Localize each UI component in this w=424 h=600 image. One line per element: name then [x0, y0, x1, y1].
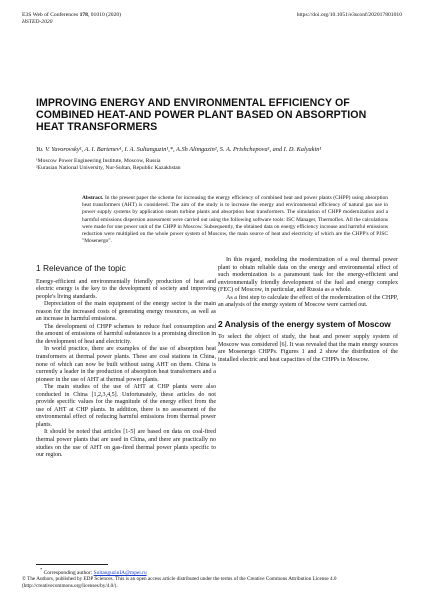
footnote-label: Corresponding author: — [43, 569, 94, 576]
abstract-text: In the present paper the scheme for increasing the energy efficiency of combined heat and power plants (CHPP) using absorption heat transformers (AHT) is considered. The aim of the study is to increase the energy and environmental efficiency of natural gas use in power supply systems by application steam turbine plants and absorption heat transformers. The simulation of CHPP modernization and a harmful emissions dispersion assessment were carried out using the following software tools: ISC Manager, Thermoflex. All the calculations were made for one power unit of the CHPP in Moscow. Subsequently, the obtained data on energy efficiency increase and harmful emissions reduction were multiplied on the whole power system of Moscow, the main source of heat and electricity of which are the CHPP's of PJSC "Mosenergo". — [82, 195, 388, 245]
affiliation-1: ¹Moscow Power Engineering Institute, Moscow, Russia — [36, 158, 161, 164]
footnote-divider — [36, 564, 108, 565]
paper-title: IMPROVING ENERGY AND ENVIRONMENTAL EFFICIENCY OF COMBINED HEAT-AND POWER PLANT BASED ON ABSORPTION HEAT TRANSFORMERS — [36, 97, 367, 133]
abstract — [82, 195, 388, 245]
abstract-label: Abstract. — [82, 195, 104, 201]
volume-number: 178 — [79, 12, 88, 18]
event-name: HSTED-2020 — [22, 19, 53, 25]
left-column — [36, 259, 216, 460]
section-2-heading: 2 Analysis of the energy system of Moscow — [218, 318, 391, 329]
section-1-paragraph: The development of CHPP schemes to reduce fuel consumption and the amount of emissions of harmful substances is a promising direction in the development of heat and electricity. — [36, 323, 216, 345]
section-1-paragraph: It should be noted that articles [1-5] are based on data on coal-fired thermal power plants that are used in China, and there are practically no studies on the use of AHT on gas-fired thermal power plants specific to our region. — [36, 429, 216, 459]
conference-name: E3S Web of Conferences — [22, 12, 79, 18]
article-reference: , 01010 (2020) — [87, 12, 122, 18]
author-list: Yu. V. Yavorovsky¹, A. I. Bartenev¹, I. A. Sultanguzin¹,*, A.Sh Alimgazin², S. A. Prishchepova¹, and I. D. Kalyakin¹ — [36, 146, 322, 153]
section-2-paragraph: To select the object of study, the heat and power supply system of Moscow was considered [6]. It was revealed that the main energy sources are Mosenergo CHPPs. Figures 1 and 2 show the distribution of the installed electric and heat capacities of the CHPPs in Moscow. — [218, 334, 398, 363]
corresponding-email-link[interactable]: SultanguzinIA@mpei.ru — [93, 569, 147, 576]
license-notice: © The Authors, published by EDP Sciences. This is an open access article distributed under the terms of the Creative Commons Attribution License 4.0 (http://creativecommons.org/licenses/by/4.0/). — [22, 576, 337, 589]
section-1-paragraph: Depreciation of the main equipment of the energy sector is the main reason for the increased costs of generating energy resources, as well as an increase in harmful emissions. — [36, 301, 216, 323]
section-1-paragraph: Energy-efficient and environmentally friendly production of heat and electric energy is the key to the development of society and improving people's living standards. — [36, 278, 216, 300]
affiliation-2: ²Eurasian National University, Nur-Sultan, Republic Kazakhstan — [36, 165, 181, 171]
section-1-paragraph: In world practice, there are examples of the use of absorption heat transformers at thermal power plants. These are coal stations in China, none of which can now be built without using AHT on them. China is currently a leader in the production of absorption heat transformers and a pioneer in the use of AHT at thermal power plants. — [36, 346, 216, 383]
section-1-paragraph: The main studies of the use of AHT at CHP plants were also conducted in China [1,2,3,4,5]. Unfortunately, these articles do not provide specific values for the magnitude of the energy effect from the use of AHT at CHP plants. In addition, there is no assessment of the environmental effect of reducing harmful emissions from thermal power plants. — [36, 384, 216, 428]
section-1-heading: 1 Relevance of the topic — [36, 263, 126, 273]
doi-link[interactable]: https://doi.org/10.1051/e3sconf/202017801010 — [296, 12, 402, 18]
right-column-paragraph: In this regard, modeling the modernization of a real thermal power plant to obtain reliable data on the energy and environmental effect of such modernization is a paramount task for the energy-efficient and environmentally friendly development of the fuel and energy complex (FEC) of Moscow, in particular, and Russia as a whole. — [218, 257, 398, 294]
running-head — [22, 12, 402, 26]
affiliations — [36, 158, 396, 172]
right-column — [218, 257, 398, 365]
footnote-marker: * — [40, 567, 43, 572]
right-column-paragraph: As a first step to calculate the effect of the modernization of the CHPP, an analysis of the energy system of Moscow were carried out. — [218, 294, 398, 309]
